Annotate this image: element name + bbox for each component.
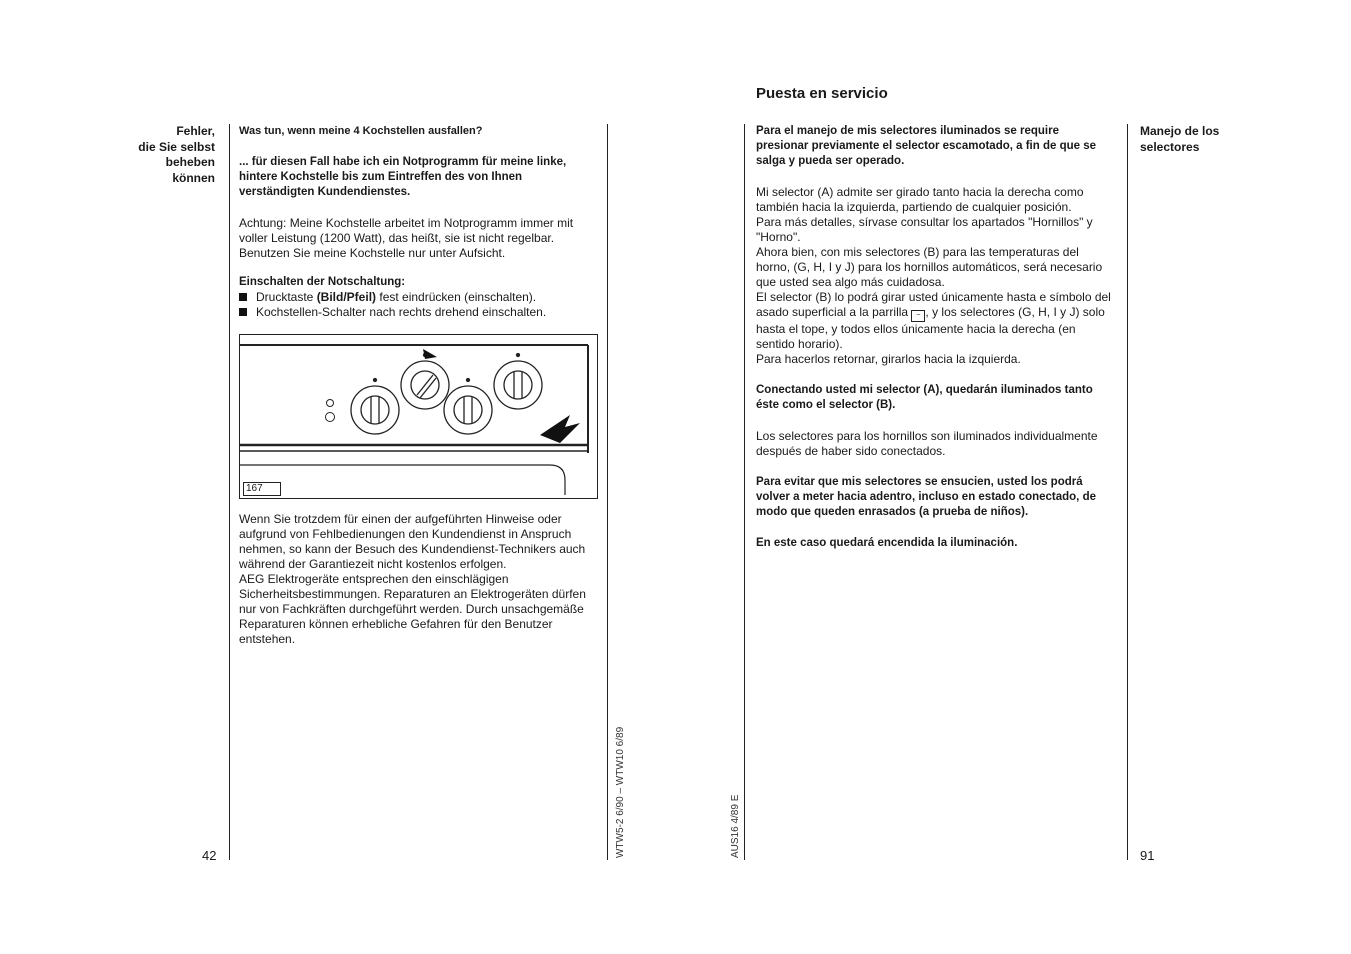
aeg-paragraph: AEG Elektrogeräte entsprechen den einschlägigen Sicherheitsbestimmungen. Reparaturen an Elektrogeräten dürfen nur von Fachkräften durchgeführt werden. Durch unsachgemäße Reparaturen können erhebliche Gefahren für den Benutzer entstehen.	[239, 572, 586, 646]
control-panel-illustration	[239, 334, 598, 499]
push-button-arrow-icon	[423, 349, 437, 359]
bullet-item-1: Drucktaste (Bild/Pfeil) fest eindrücken (einschalten).	[239, 290, 595, 305]
selector-a-paragraph: Mi selector (A) admite ser girado tanto hacia la derecha como también hacia la izquierda, partiendo de cualquier posición.	[756, 185, 1084, 214]
bullet-square-icon	[239, 308, 247, 316]
right-page-left-border	[744, 124, 745, 860]
individual-illumination-paragraph: Los selectores para los hornillos son iluminados individualmente después de haber sido conectados.	[756, 429, 1098, 458]
left-page-right-border	[607, 124, 608, 860]
service-paragraph: Wenn Sie trotzdem für einen der aufgeführten Hinweise oder aufgrund von Fehlbedienungen den Kundendienst in Anspruch nehmen, so kann der Besuch des Kundendienst-Technikers auch während der Garantiezeit nicht kostenlos erfolgen.	[239, 512, 586, 571]
illumination-bold: Conectando usted mi selector (A), quedarán iluminados tanto éste como el selector (B).	[756, 384, 1093, 411]
selectors-b-paragraph: Ahora bien, con mis selectores (B) para las temperaturas del horno, (G, H, I y J) para los hornillos automáticos, será necesario que usted sea algo más cuidadosa.	[756, 245, 1103, 289]
control-panel-drawing	[240, 335, 597, 498]
intro-bold-es: Para el manejo de mis selectores iluminados se require presionar previamente el selector escamotado, a fin de que se salga y pueda ser operado.	[756, 125, 1097, 167]
details-paragraph: Para más detalles, sírvase consultar los apartados "Hornillos" y "Horno".	[756, 215, 1093, 244]
left-lower-text	[239, 512, 595, 647]
left-page-number: 42	[202, 848, 217, 863]
left-text-column	[239, 124, 595, 320]
left-vertical-code: WTW5-2 6/90 – WTW10 6/89	[615, 726, 626, 858]
grill-symbol-icon: ~	[911, 310, 925, 322]
knob-b-icon	[401, 354, 449, 410]
return-paragraph: Para hacerlos retornar, girarlos hacia la izquierda.	[756, 352, 1021, 366]
illumination-on-bold: En este caso quedará encendida la iluminación.	[756, 537, 1018, 549]
knob-h-icon	[494, 354, 542, 410]
child-proof-bold: Para evitar que mis selectores se ensucien, usted los podrá volver a meter hacia adentro, incluso en estado conectado, de modo que queden enrasados (a prueba de niños).	[756, 476, 1096, 518]
figure-number-box: 167	[243, 482, 281, 496]
indicator-lamp-icon	[326, 400, 335, 422]
intro-bold: ... für diesen Fall habe ich ein Notprogramm für meine linke, hintere Kochstelle bis zum Eintreffen des von Ihnen verständigten Kundendienstes.	[239, 156, 567, 198]
right-text-column	[756, 124, 1114, 551]
achtung-paragraph: Achtung: Meine Kochstelle arbeitet im Notprogramm immer mit voller Leistung (1200 Watt), das heißt, sie ist nicht regelbar. Benutzen Sie meine Kochstelle nur unter Aufsicht.	[239, 216, 574, 260]
left-divider-line	[229, 124, 230, 860]
knob-g-icon	[444, 379, 492, 435]
question-heading: Was tun, wenn meine 4 Kochstellen ausfallen?	[239, 125, 483, 137]
right-page-number: 91	[1140, 848, 1155, 863]
right-vertical-code: AUS16 4/89 E	[730, 794, 741, 858]
page-title: Puesta en servicio	[756, 85, 888, 102]
einschalten-heading: Einschalten der Notschaltung:	[239, 276, 406, 288]
right-side-heading: Manejo de los selectores	[1140, 124, 1220, 154]
pointer-arrow-icon	[540, 415, 580, 443]
bullet-square-icon	[239, 293, 247, 301]
selector-b-limit-paragraph: El selector (B) lo podrá girar usted únicamente hasta e símbolo del asado superficial a la parrilla ~ , y los selectores (G, H, I y J) solo hasta el tope, y todos ellos únicamente hacia la derecha (en sentido horario).	[756, 290, 1111, 351]
bullet-item-2: Kochstellen-Schalter nach rechts drehend einschalten.	[239, 305, 595, 320]
left-side-heading: Fehler, die Sie selbst beheben können	[138, 124, 215, 185]
knob-a-icon	[351, 379, 399, 435]
right-divider-line	[1127, 124, 1128, 860]
